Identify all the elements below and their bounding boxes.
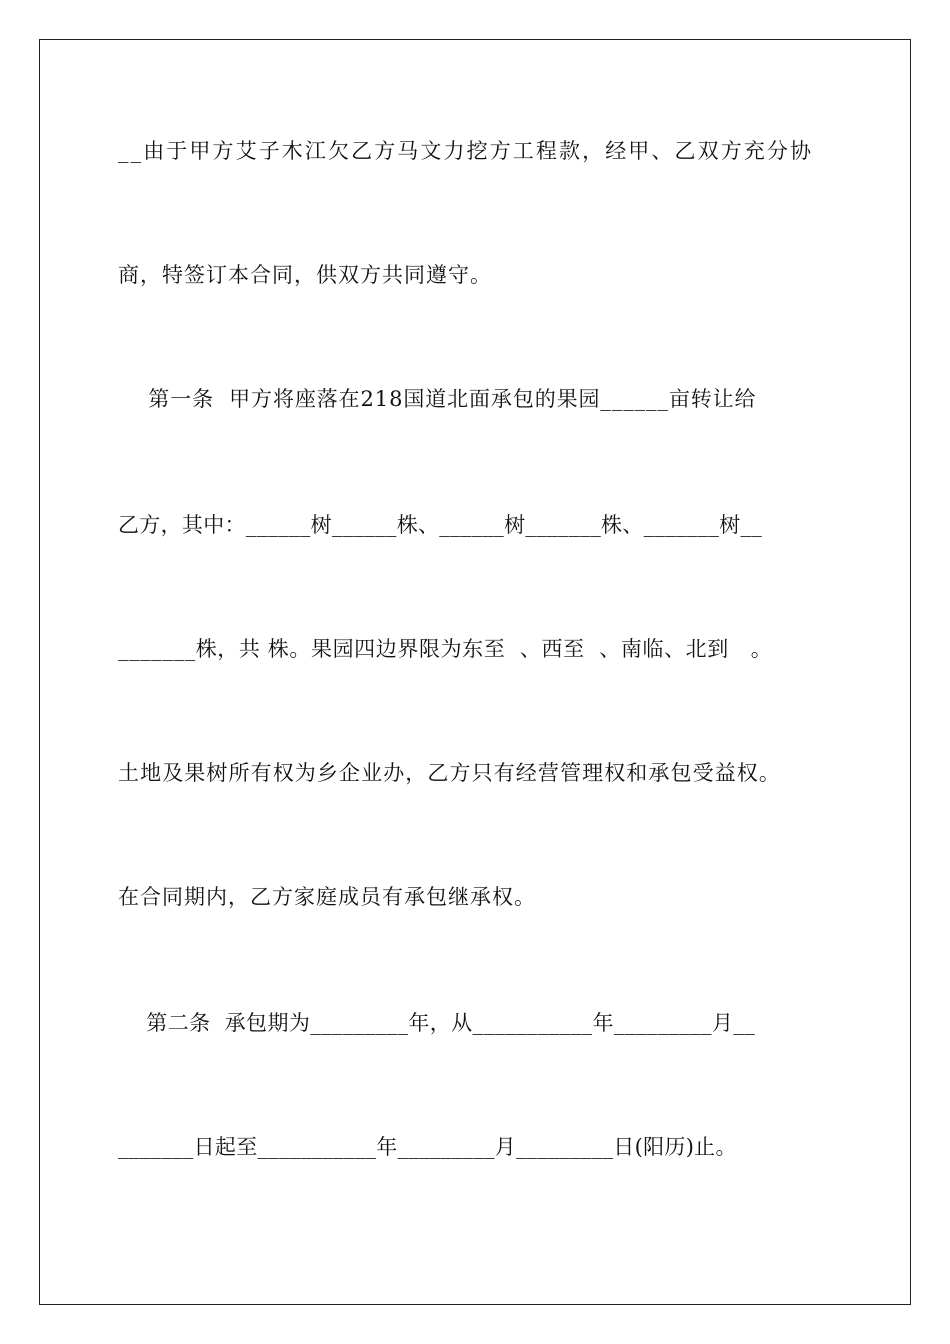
article-two-line-1: 第二条 承包期为_________年，从___________年_________月__ [118, 1011, 756, 1035]
page-border [39, 39, 911, 1305]
article-one-line-5: 在合同期内，乙方家庭成员有承包继承权。 [118, 885, 536, 909]
paragraph-line-1: __由于甲方艾子木江欠乙方马文力挖方工程款，经甲、乙双方充分协 [118, 139, 814, 163]
article-one-line-1: 第一条 甲方将座落在218国道北面承包的果园______亩转让给 [118, 387, 757, 411]
article-one-line-4: 土地及果树所有权为乡企业办，乙方只有经营管理权和承包受益权。 [118, 761, 781, 785]
paragraph-line-2: 商，特签订本合同，供双方共同遵守。 [118, 263, 492, 287]
article-one-line-2: 乙方，其中：______树______株、______树_______株、_______树__ [118, 513, 763, 537]
article-one-line-3: _______株，共 株。果园四边界限为东至 、西至 、南临、北到 。 [118, 637, 773, 661]
article-two-line-2: _______日起至___________年_________月_________日(阳历)止。 [118, 1135, 737, 1159]
